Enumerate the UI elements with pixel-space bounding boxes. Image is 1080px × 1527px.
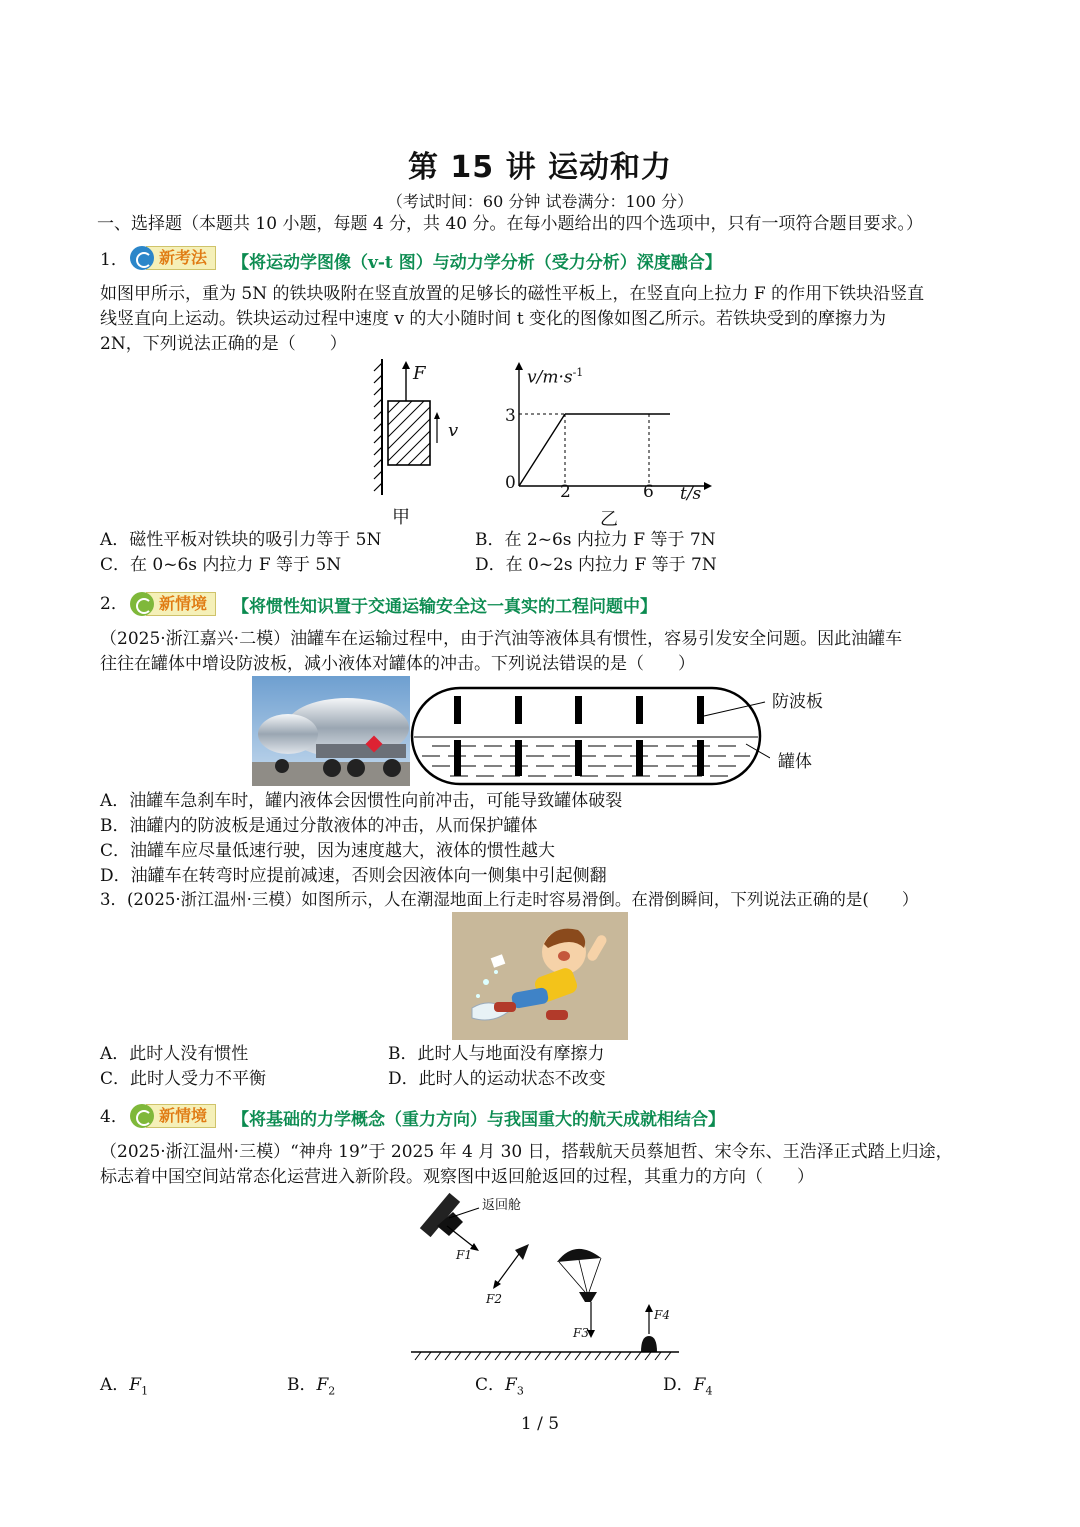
badge-label: 新情境 <box>146 592 216 616</box>
force-label-f2: F2 <box>486 1292 502 1306</box>
option-c[interactable]: C．此时人受力不平衡 <box>100 1069 267 1089</box>
option-c[interactable]: C．油罐车应尽量低速行驶，因为速度越大，液体的惯性越大 <box>100 841 556 861</box>
badge-label: 新考法 <box>146 246 216 270</box>
force-label: F <box>413 363 426 384</box>
figure-caption: 乙 <box>600 509 618 530</box>
option-a[interactable]: A．油罐车急刹车时，罐内液体会因惯性向前冲击，可能导致罐体破裂 <box>100 791 623 811</box>
return-capsule-diagram <box>405 1188 685 1368</box>
badge-new-context <box>130 590 216 618</box>
figure-caption: 甲 <box>392 507 410 528</box>
exam-info: （考试时间：60 分钟 试卷满分：100 分） <box>386 192 694 211</box>
velocity-label: v <box>448 420 459 441</box>
option-a[interactable]: A．此时人没有惯性 <box>100 1044 249 1064</box>
option-d[interactable]: D．在 0~2s 内拉力 F 等于 7N <box>475 555 717 575</box>
question-tag: 【将惯性知识置于交通运输安全这一真实的工程问题中】 <box>232 597 657 617</box>
x-tick: 2 <box>560 482 571 502</box>
option-a[interactable]: A．$F_1$ <box>100 1375 149 1398</box>
question-tag: 【将运动学图像（v-t 图）与动力学分析（受力分析）深度融合】 <box>232 253 722 273</box>
baffle-label: 防波板 <box>772 692 823 712</box>
origin-label: 0 <box>505 473 516 493</box>
badge-icon <box>130 592 154 616</box>
force-label-f1: F1 <box>456 1248 472 1262</box>
y-tick: 3 <box>505 406 516 426</box>
option-b[interactable]: B．油罐内的防波板是通过分散液体的冲击，从而保护罐体 <box>100 816 538 836</box>
page-number: 1 / 5 <box>520 1414 560 1434</box>
x-axis-label: t/s <box>680 484 702 504</box>
badge-label: 新情境 <box>146 1104 216 1128</box>
tank-label: 罐体 <box>778 752 812 772</box>
option-d[interactable]: D．$F_4$ <box>663 1375 713 1398</box>
slipping-boy-illustration <box>452 912 628 1040</box>
force-label-f3: F3 <box>573 1326 589 1340</box>
badge-new-method <box>130 244 216 272</box>
tank-diagram <box>410 680 770 790</box>
question-tag: 【将基础的力学概念（重力方向）与我国重大的航天成就相结合】 <box>232 1110 725 1130</box>
badge-icon <box>130 1104 154 1128</box>
badge-icon <box>130 246 154 270</box>
question-number: 2． <box>100 594 128 614</box>
option-d[interactable]: D．油罐车在转弯时应提前减速，否则会因液体向一侧集中引起侧翻 <box>100 866 607 886</box>
page-title: 第 15 讲 运动和力 <box>407 150 673 185</box>
badge-new-context <box>130 1102 216 1130</box>
x-tick: 6 <box>643 482 654 502</box>
question-number: 1． <box>100 250 128 270</box>
question-line: （2025·浙江温州·三模）“神舟 19”于 2025 年 4 月 30 日，搭载航天员蔡旭哲、宋令东、王浩泽正式踏上归途， <box>100 1142 953 1162</box>
force-label-f4: F4 <box>654 1308 670 1322</box>
tanker-truck-photo <box>252 676 410 786</box>
capsule-label: 返回舱 <box>482 1198 522 1213</box>
option-d[interactable]: D．此时人的运动状态不改变 <box>388 1069 606 1089</box>
question-line: 往往在罐体中增设防波板，减小液体对罐体的冲击。下列说法错误的是（ ） <box>100 654 695 674</box>
question-line: 2N，下列说法正确的是（ ） <box>100 334 347 354</box>
option-c[interactable]: C．$F_3$ <box>475 1375 524 1398</box>
option-c[interactable]: C．在 0~6s 内拉力 F 等于 5N <box>100 555 342 575</box>
question-line: 标志着中国空间站常态化运营进入新阶段。观察图中返回舱返回的过程，其重力的方向（ ） <box>100 1167 814 1187</box>
question-stem: 3．(2025·浙江温州·三模）如图所示，人在潮湿地面上行走时容易滑倒。在滑倒瞬间，下列说法正确的是( ） <box>100 890 919 909</box>
question-line: （2025·浙江嘉兴·二模）油罐车在运输过程中，由于汽油等液体具有惯性，容易引发安全问题。因此油罐车 <box>100 629 903 649</box>
option-b[interactable]: B．在 2~6s 内拉力 F 等于 7N <box>475 530 716 550</box>
question-line: 线竖直向上运动。铁块运动过程中速度 v 的大小随时间 t 变化的图像如图乙所示。若铁块受到的摩擦力为 <box>100 309 887 329</box>
section-heading: 一、选择题（本题共 10 小题，每题 4 分，共 40 分。在每小题给出的四个选项中，只有一项符合题目要求。） <box>97 214 924 234</box>
question-line: 如图甲所示，重为 5N 的铁块吸附在竖直放置的足够长的磁性平板上，在竖直向上拉力 F 的作用下铁块沿竖直 <box>100 284 925 304</box>
option-b[interactable]: B．$F_2$ <box>287 1375 336 1398</box>
y-axis-label: $v/m\cdot s^{-1}$ <box>527 366 584 388</box>
question-number: 4． <box>100 1107 128 1127</box>
option-b[interactable]: B．此时人与地面没有摩擦力 <box>388 1044 605 1064</box>
option-a[interactable]: A．磁性平板对铁块的吸引力等于 5N <box>100 530 382 550</box>
